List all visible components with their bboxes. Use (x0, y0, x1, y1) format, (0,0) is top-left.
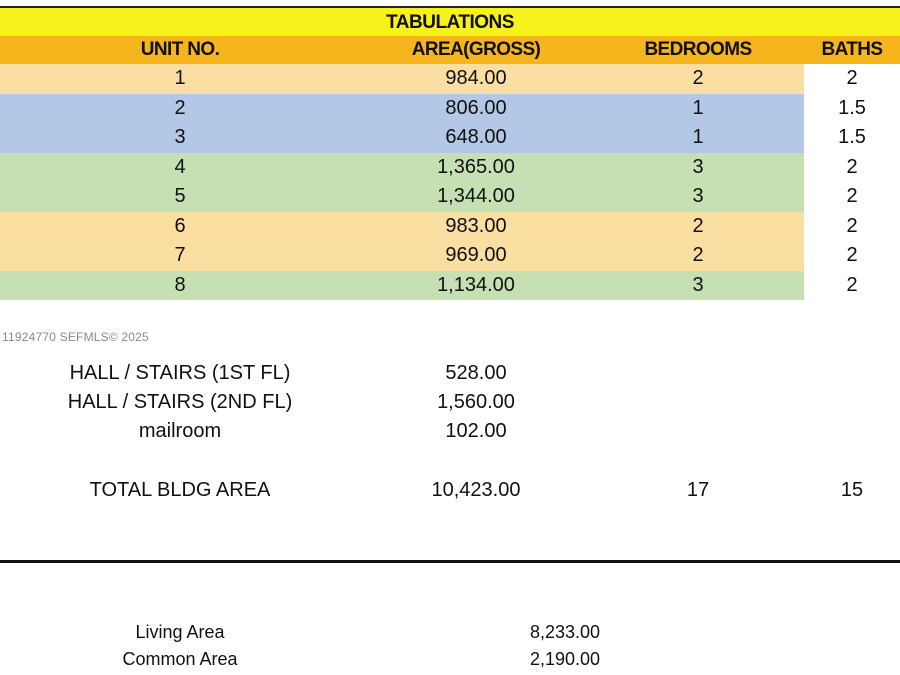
unit-cell: 2 (174, 96, 186, 119)
area-cell: 806.00 (445, 96, 507, 119)
baths-cell: 2 (804, 271, 900, 301)
table-row (0, 123, 866, 153)
divider (0, 560, 900, 563)
watermark: 11924770 SEFMLS© 2025 (2, 330, 149, 344)
summary-label: Living Area (135, 622, 225, 642)
unit-cell: 4 (174, 155, 186, 178)
area-cell: 983.00 (445, 214, 507, 237)
common-row (0, 362, 900, 388)
summary-value: 8,233.00 (529, 622, 601, 642)
common-label: HALL / STAIRS (1ST FL) (69, 362, 291, 384)
bedrooms-cell: 1 (692, 126, 704, 148)
table-row (0, 241, 858, 271)
total-baths: 15 (840, 479, 864, 501)
bedrooms-cell: 2 (692, 67, 704, 89)
unit-cell: 1 (174, 67, 186, 89)
table-row (0, 94, 866, 124)
table-row (0, 212, 858, 242)
bedrooms-cell: 2 (692, 244, 704, 266)
total-area: 10,423.00 (431, 479, 521, 501)
common-label: mailroom (138, 420, 222, 442)
total-label: TOTAL BLDG AREA (89, 479, 271, 501)
bedrooms-cell: 3 (692, 155, 704, 178)
bedrooms-cell: 3 (692, 185, 704, 207)
baths-cell: 1.5 (804, 94, 900, 124)
area-cell: 648.00 (445, 126, 507, 148)
baths-cell: 2 (804, 64, 900, 94)
header-unit: UNIT NO. (140, 39, 220, 60)
header-baths: BATHS (821, 39, 883, 60)
table-title (0, 6, 900, 38)
unit-cell: 5 (174, 185, 186, 207)
bedrooms-cell: 1 (692, 96, 704, 119)
area-cell: 969.00 (445, 244, 507, 266)
table-row (0, 271, 858, 301)
common-area: 528.00 (445, 362, 507, 384)
header-area: AREA(GROSS) (411, 39, 541, 60)
header-bedrooms: BEDROOMS (644, 39, 752, 60)
baths-cell: 2 (804, 241, 900, 271)
bedrooms-cell: 3 (692, 273, 704, 296)
summary-value: 2,190.00 (529, 649, 601, 669)
table-row (0, 153, 858, 183)
table-header-row (0, 36, 900, 64)
unit-cell: 8 (174, 273, 186, 296)
common-row (0, 391, 900, 417)
area-cell: 1,134.00 (437, 273, 515, 296)
bedrooms-cell: 2 (692, 214, 704, 237)
summary-row (0, 649, 900, 673)
summary-label: Common Area (122, 649, 238, 669)
common-area: 102.00 (445, 420, 507, 442)
unit-cell: 3 (174, 126, 186, 148)
unit-cell: 6 (174, 214, 186, 237)
baths-cell: 2 (804, 153, 900, 183)
unit-cell: 7 (174, 244, 186, 266)
area-cell: 1,365.00 (437, 155, 515, 178)
baths-cell: 2 (804, 182, 900, 212)
table-title-text: TABULATIONS (386, 12, 514, 33)
area-cell: 984.00 (445, 67, 507, 89)
common-area: 1,560.00 (437, 391, 515, 413)
common-row (0, 420, 900, 446)
baths-cell: 1.5 (804, 123, 900, 153)
total-row (0, 479, 900, 505)
table-row (0, 64, 858, 94)
baths-cell: 2 (804, 212, 900, 242)
summary-row (0, 622, 900, 646)
table-row (0, 182, 858, 212)
total-bedrooms: 17 (686, 479, 710, 501)
common-label: HALL / STAIRS (2ND FL) (67, 391, 293, 413)
area-cell: 1,344.00 (437, 185, 515, 207)
